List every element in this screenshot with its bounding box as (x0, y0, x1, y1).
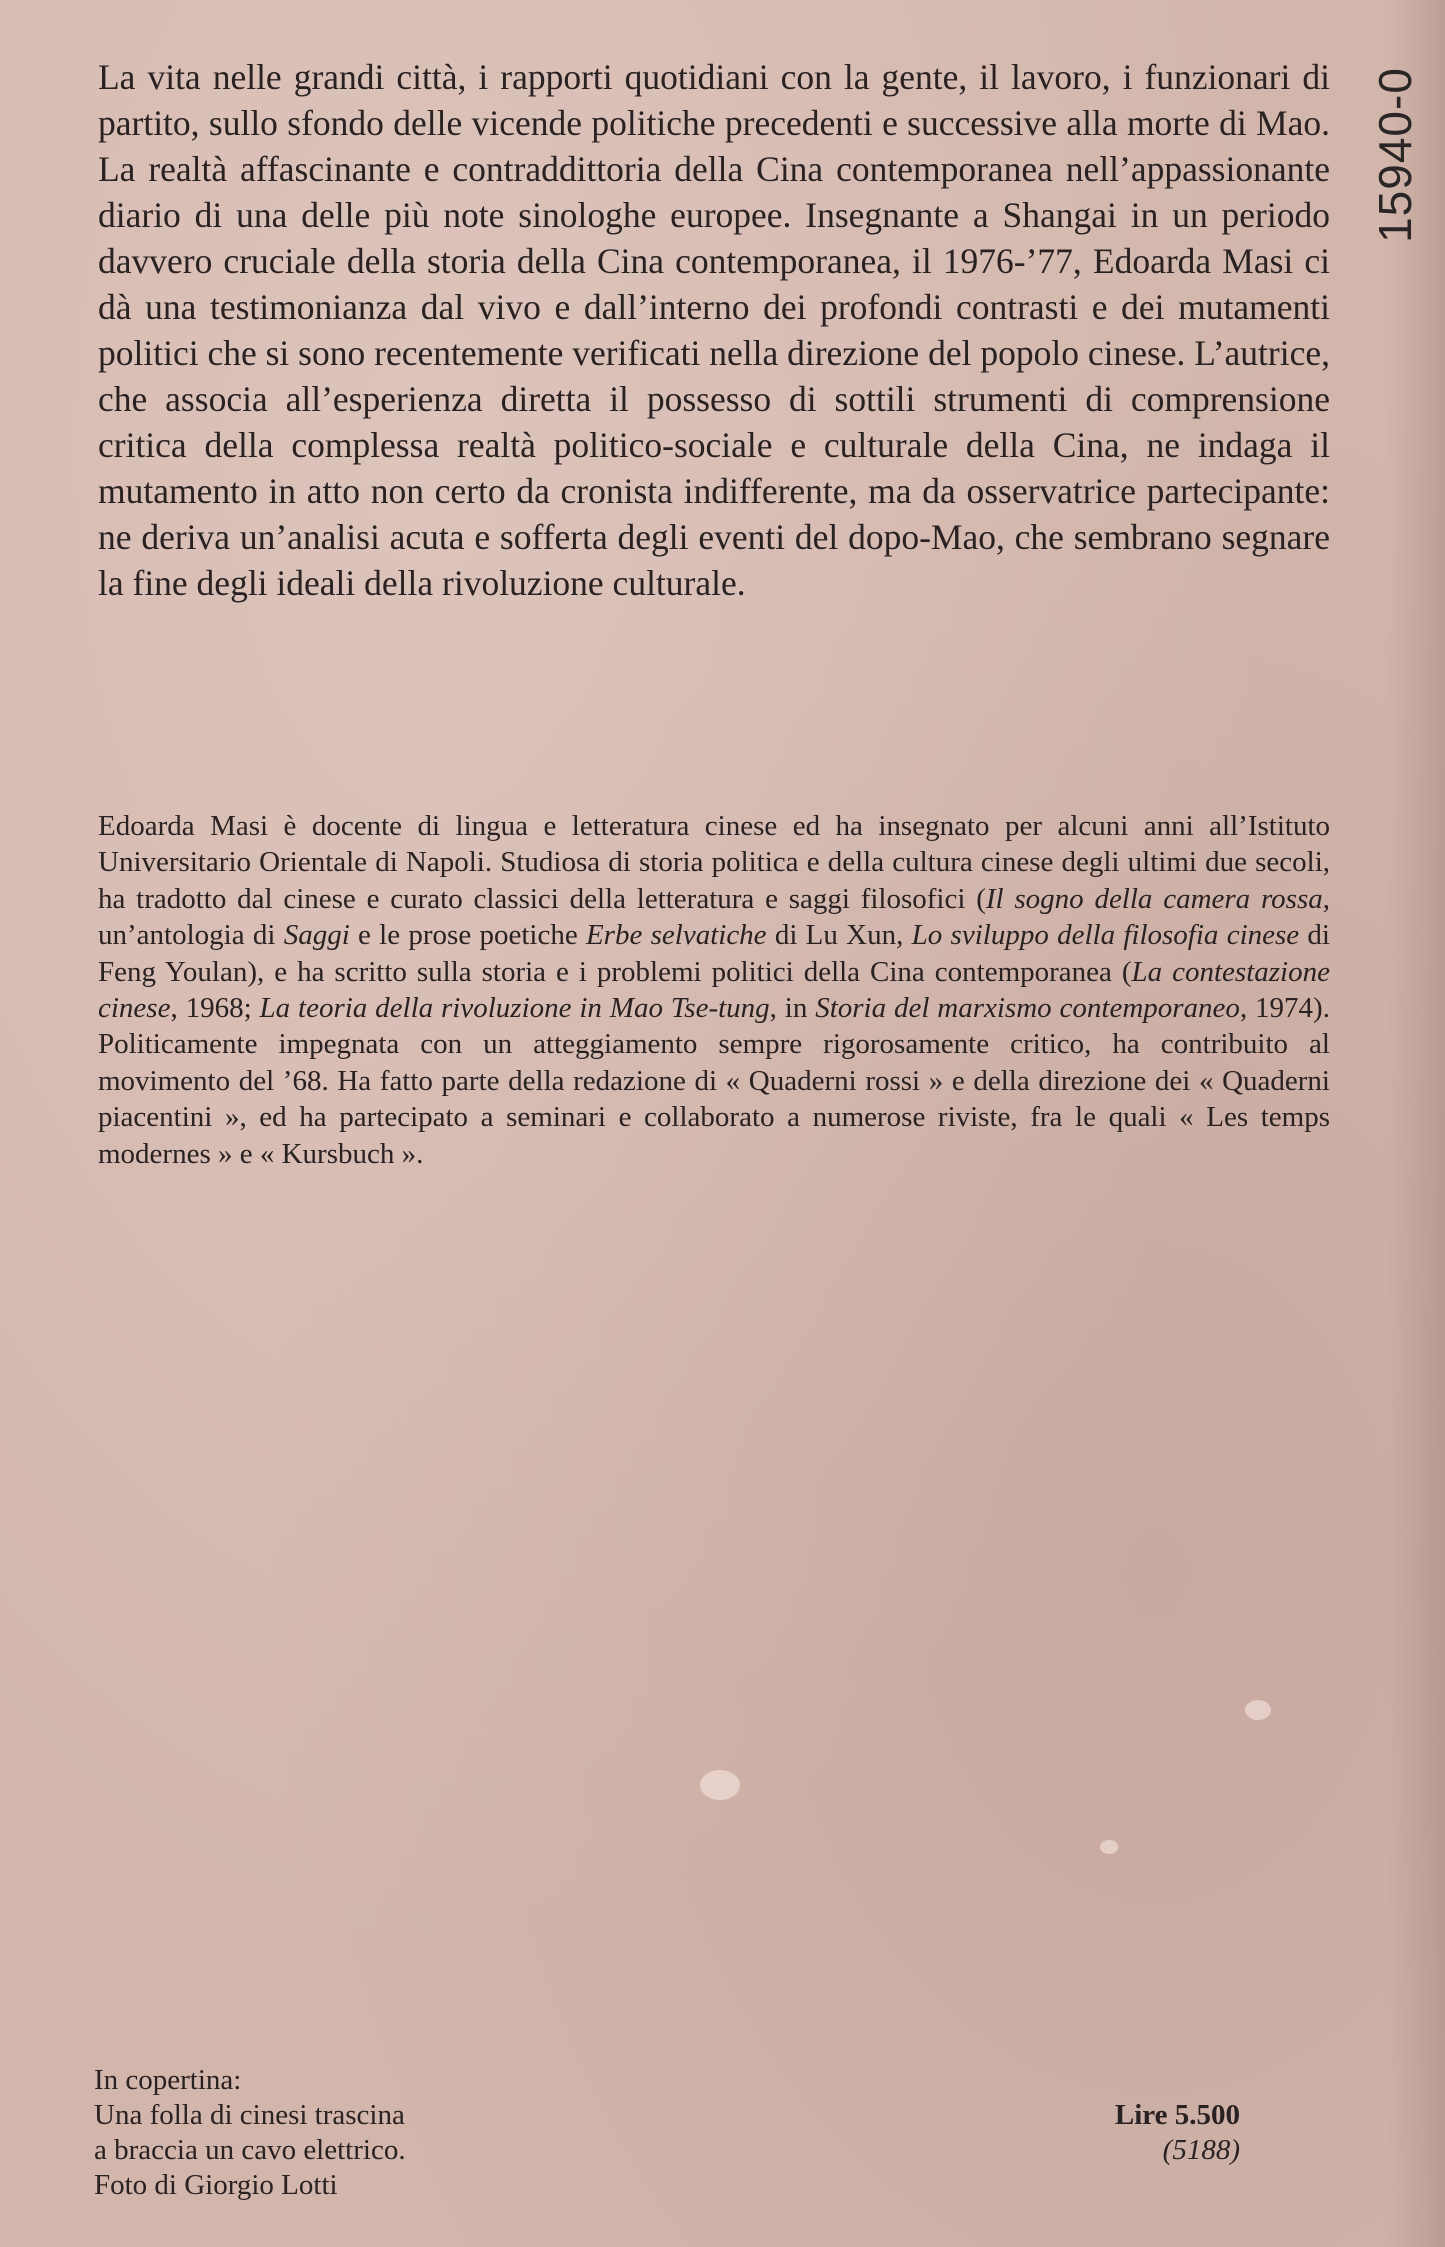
isbn-text: 15940-0 (1369, 67, 1422, 243)
isbn-number (1360, 67, 1430, 243)
price-block (1060, 2098, 1240, 2168)
bio-text-2: , un’antologia di (98, 882, 1330, 952)
paper-speck (1100, 1840, 1118, 1854)
bio-text-8: , 1974). Politicamente impegnata con un atteggiamento sempre rigorosamente critico, ha contribuito al movimento del ’68. Ha fatto parte della redazione di « Quaderni rossi » e della direzione dei « Quaderni piacentini », ed ha partecipato a seminari e collaborato a numerose riviste, fra le quali « Les temps modernes » e « Kursbuch ». (98, 992, 1330, 1170)
bio-text-5: di Feng Youlan), e ha scritto sulla storia e i problemi politici della Cina contemporanea ( (98, 919, 1330, 988)
bio-text-7: , in (769, 992, 816, 1025)
book-blurb (98, 54, 1330, 606)
catalog-code: (5188) (1162, 2134, 1240, 2166)
bio-paragraph (98, 808, 1330, 1172)
cover-credit-line: a braccia un cavo elettrico. (94, 2134, 406, 2166)
price-amount: Lire 5.500 (1114, 2099, 1240, 2131)
bio-text-4: di Lu Xun, (766, 919, 912, 952)
cover-credit-line: Una folla di cinesi trascina (94, 2099, 405, 2131)
cover-credit-line: In copertina: (94, 2064, 242, 2096)
bio-title-teoria: La teoria della rivoluzione in Mao Tse-tung (259, 992, 770, 1025)
cover-credits (94, 2063, 614, 2203)
bio-text-3: e le prose poetiche (349, 919, 586, 952)
paper-speck (1245, 1700, 1271, 1720)
paper-speck (700, 1770, 740, 1800)
blurb-paragraph: La vita nelle grandi città, i rapporti quotidiani con la gente, il lavoro, i funzionari di partito, sullo sfondo delle vicende politiche precedenti e successive alla morte di Mao. La realtà affascinante e contraddittoria della Cina contemporanea nell’appassionante diario di una delle più note sinologhe europee. Insegnante a Shangai in un periodo davvero cruciale della storia della Cina contemporanea, il 1976-’77, Edoarda Masi ci dà una testimonianza dal vivo e dall’interno dei profondi contrasti e dei mutamenti politici che si sono recentemente verificati nella direzione del popolo cinese. L’autrice, che associa all’esperienza diretta il possesso di sottili strumenti di comprensione critica della complessa realtà politico-sociale e culturale della Cina, ne indaga il mutamento in atto non certo da cronista indifferente, ma da osservatrice partecipante: ne deriva un’analisi acuta e sofferta degli eventi del dopo-Mao, che sembrano segnare la fine degli ideali della rivoluzione culturale. (98, 57, 1330, 603)
bio-title-sviluppo: Lo sviluppo della filosofia cinese (911, 919, 1300, 952)
cover-credit-line: Foto di Giorgio Lotti (94, 2169, 338, 2201)
bio-title-sogno: Il sogno della camera rossa (985, 882, 1323, 915)
bio-title-erbe: Erbe selvatiche (585, 919, 767, 952)
bio-title-storia: Storia del marxismo contemporaneo (815, 992, 1240, 1025)
bio-text-1: Edoarda Masi è docente di lingua e letteratura cinese ed ha insegnato per alcuni anni all’Istituto Universitario Orientale di Napoli. Studiosa di storia politica e della cultura cinese degli ultimi due secoli, ha tradotto dal cinese e curato classici della letteratura e saggi filosofici ( (98, 810, 1330, 915)
bio-title-saggi: Saggi (283, 919, 350, 952)
bio-title-contestazione: La contestazione cinese (98, 955, 1330, 1025)
bio-text-6: , 1968; (170, 992, 260, 1025)
author-bio (98, 808, 1330, 1172)
